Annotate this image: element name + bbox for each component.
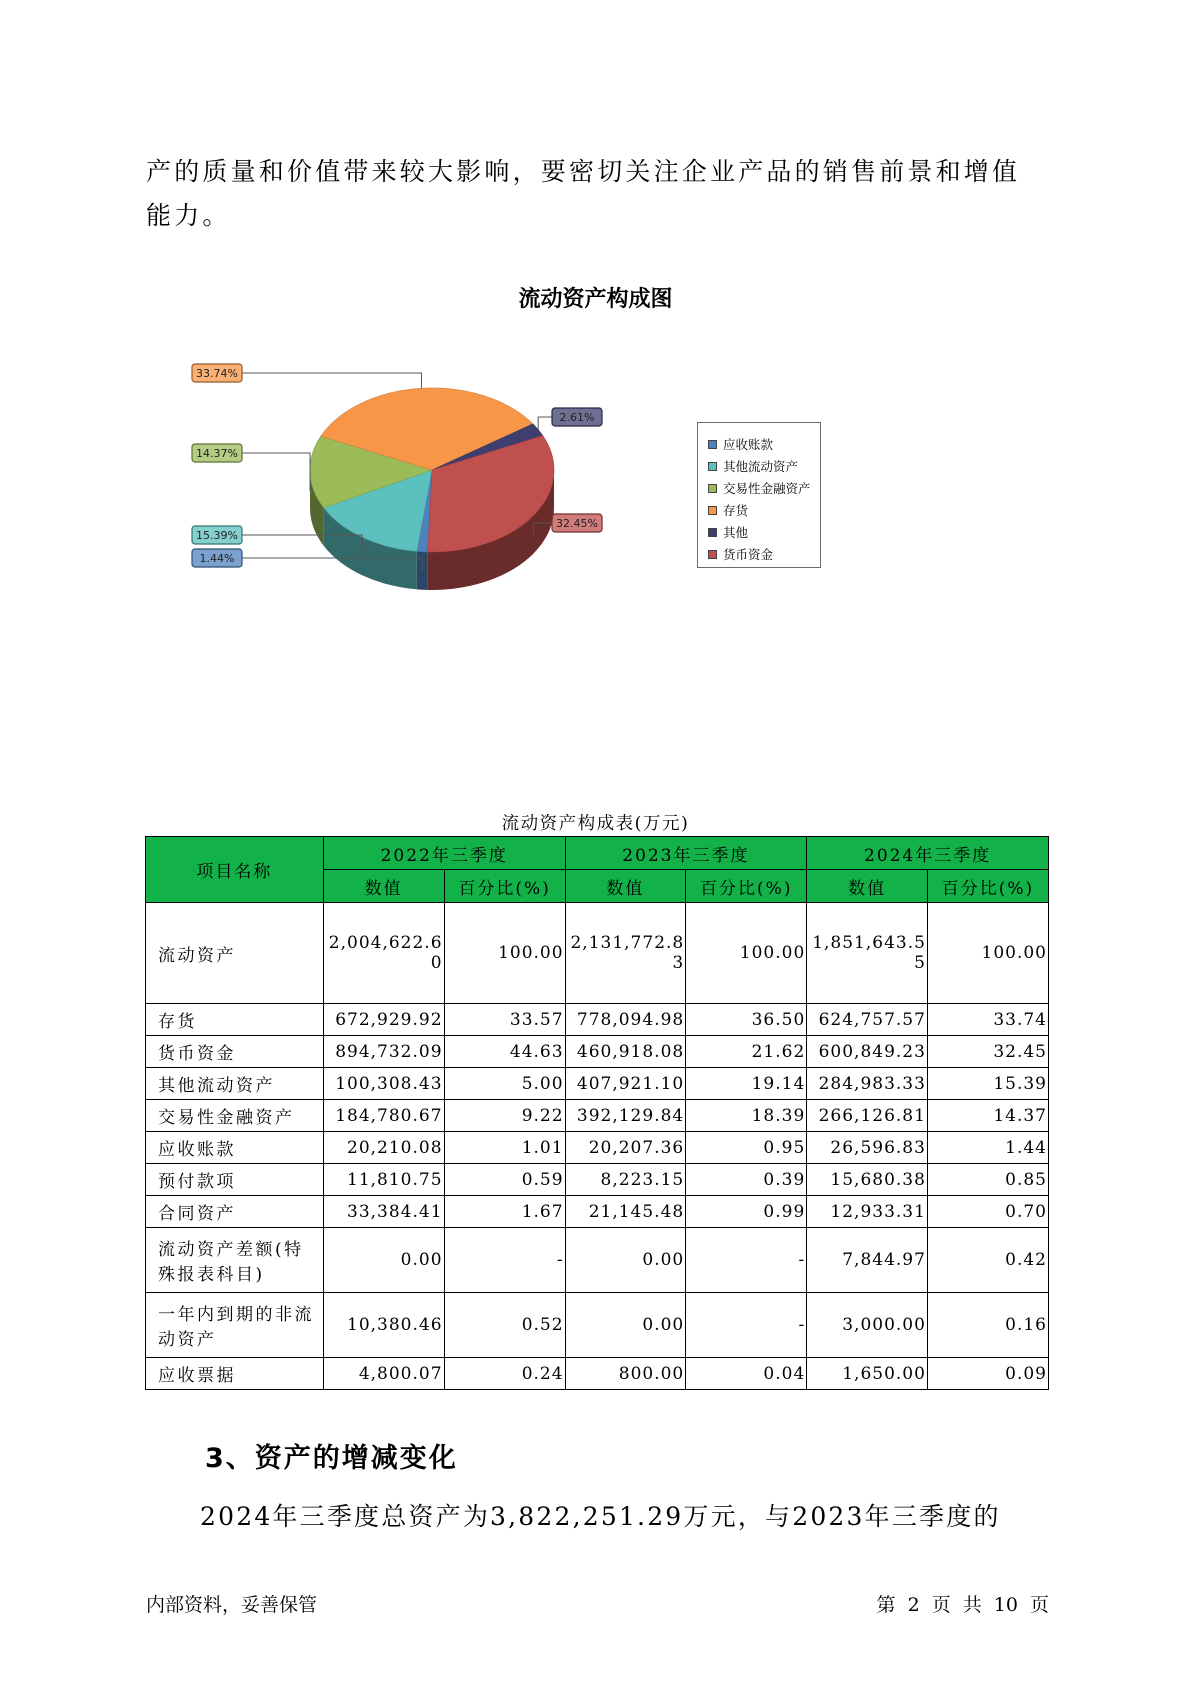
header-period-2023: 2023年三季度 (565, 837, 807, 870)
row-label: 应收票据 (146, 1358, 324, 1390)
percent-text: 36.50 (751, 1009, 806, 1030)
cell-percent (927, 1164, 1048, 1196)
row-label: 货币资金 (146, 1036, 324, 1068)
header-percent: 百分比(%) (927, 870, 1048, 903)
row-label: 一年内到期的非流动资产 (146, 1293, 324, 1358)
cell-percent (686, 1228, 807, 1293)
percent-text: 0.99 (763, 1201, 806, 1222)
value-text: 33,384.41 (347, 1201, 443, 1222)
cell-percent (444, 1228, 565, 1293)
cell-percent (444, 1358, 565, 1390)
chart-legend (697, 422, 821, 568)
table-row (146, 1036, 1049, 1068)
cell-value (807, 1036, 928, 1068)
cell-percent (927, 1196, 1048, 1228)
legend-item (708, 521, 820, 543)
row-label: 预付款项 (146, 1164, 324, 1196)
legend-swatch (708, 484, 717, 493)
cell-percent (444, 1036, 565, 1068)
cell-percent (686, 1068, 807, 1100)
value-text: 11,810.75 (347, 1169, 443, 1190)
percent-text: 0.42 (1005, 1250, 1047, 1270)
cell-value (323, 1293, 444, 1358)
pie-leader-line (538, 417, 552, 430)
intro-paragraph: 产的质量和价值带来较大影响，要密切关注企业产品的销售前景和增值能力。 (146, 157, 1021, 230)
value-text: 800.00 (618, 1363, 685, 1384)
cell-percent (444, 1100, 565, 1132)
legend-label: 存货 (723, 503, 749, 518)
percent-text: 1.01 (521, 1137, 564, 1158)
header-value: 数值 (807, 870, 928, 903)
legend-swatch (708, 440, 717, 449)
legend-item (708, 499, 820, 521)
chart-title: 流动资产构成图 (518, 287, 673, 312)
percent-text: 100.00 (498, 943, 564, 963)
value-text: 1,851,643.55 (812, 933, 926, 973)
cell-value (565, 1196, 686, 1228)
cell-value (565, 1132, 686, 1164)
percent-text: 21.62 (751, 1041, 806, 1062)
percent-text: 0.09 (1005, 1363, 1047, 1384)
legend-swatch (708, 528, 717, 537)
row-label: 其他流动资产 (146, 1068, 324, 1100)
value-text: 266,126.81 (818, 1105, 926, 1126)
cell-value (807, 1164, 928, 1196)
value-text: 284,983.33 (818, 1073, 926, 1094)
cell-value (565, 1228, 686, 1293)
value-text: 2,004,622.60 (328, 933, 443, 973)
value-text: 460,918.08 (576, 1041, 685, 1062)
cell-percent (444, 1132, 565, 1164)
cell-value (565, 1293, 686, 1358)
row-label: 应收账款 (146, 1132, 324, 1164)
cell-value (565, 903, 686, 1004)
legend-label: 其他流动资产 (723, 459, 799, 474)
percent-text: 0.95 (763, 1137, 806, 1158)
value-text: 624,757.57 (818, 1009, 926, 1030)
cell-value (565, 1100, 686, 1132)
cell-percent (927, 1228, 1048, 1293)
cell-value (807, 1293, 928, 1358)
cell-value (807, 1358, 928, 1390)
value-text: 20,210.08 (347, 1137, 443, 1158)
percent-text: 100.00 (739, 943, 806, 963)
legend-label: 应收账款 (723, 437, 774, 452)
percent-text: 0.85 (1005, 1169, 1047, 1190)
cell-percent (444, 1293, 565, 1358)
value-text: 2,131,772.83 (570, 933, 685, 973)
cell-value (565, 1164, 686, 1196)
header-percent: 百分比(%) (686, 870, 807, 903)
table-row (146, 1228, 1049, 1293)
cell-value (323, 1132, 444, 1164)
value-text: 8,223.15 (600, 1169, 685, 1190)
pie-data-label: 14.37% (196, 447, 238, 460)
cell-percent (927, 1036, 1048, 1068)
cell-value (807, 1068, 928, 1100)
legend-item (708, 455, 820, 477)
table-row (146, 1164, 1049, 1196)
value-text: 0.00 (400, 1250, 443, 1270)
cell-value (565, 1004, 686, 1036)
cell-percent (927, 1132, 1048, 1164)
percent-text: 5.00 (521, 1073, 564, 1094)
percent-text: 0.52 (521, 1315, 564, 1335)
cell-percent (686, 903, 807, 1004)
legend-swatch (708, 506, 717, 515)
value-text: 20,207.36 (588, 1137, 685, 1158)
cell-percent (927, 1293, 1048, 1358)
legend-item (708, 433, 820, 455)
value-text: 100,308.43 (335, 1073, 443, 1094)
percent-text: 0.70 (1005, 1201, 1047, 1222)
cell-value (323, 1004, 444, 1036)
header-period-2024: 2024年三季度 (807, 837, 1049, 870)
cell-percent (444, 903, 565, 1004)
value-text: 392,129.84 (576, 1105, 685, 1126)
row-label: 交易性金融资产 (146, 1100, 324, 1132)
cell-percent (686, 1100, 807, 1132)
cell-value (807, 1004, 928, 1036)
cell-percent (927, 1004, 1048, 1036)
table-row (146, 903, 1049, 1004)
percent-text: 100.00 (981, 943, 1047, 963)
percent-text: 33.57 (509, 1009, 564, 1030)
footer-page-number: 第 2 页 共 10 页 (876, 1594, 1049, 1616)
value-text: 600,849.23 (818, 1041, 926, 1062)
cell-value (323, 1164, 444, 1196)
cell-value (807, 1228, 928, 1293)
cell-percent (927, 1100, 1048, 1132)
cell-percent (444, 1196, 565, 1228)
footer-confidential: 内部资料，妥善保管 (146, 1594, 318, 1616)
cell-percent (686, 1293, 807, 1358)
legend-label: 货币资金 (723, 547, 774, 562)
cell-value (323, 1196, 444, 1228)
cell-value (807, 1100, 928, 1132)
pie-data-label: 2.61% (559, 411, 595, 424)
cell-percent (686, 1196, 807, 1228)
legend-item (708, 477, 820, 499)
row-label: 存货 (146, 1004, 324, 1036)
percent-text: 0.39 (763, 1169, 806, 1190)
table-row (146, 1196, 1049, 1228)
percent-text: 33.74 (993, 1009, 1047, 1030)
cell-value (807, 1196, 928, 1228)
cell-value (323, 1228, 444, 1293)
legend-swatch (708, 462, 717, 471)
percent-text: - (798, 1315, 806, 1335)
percent-text: 1.44 (1005, 1137, 1047, 1158)
pie-leader-line (242, 373, 421, 388)
percent-text: 19.14 (751, 1073, 806, 1094)
legend-item (708, 543, 820, 565)
value-text: 3,000.00 (842, 1315, 926, 1335)
value-text: 15,680.38 (830, 1169, 926, 1190)
row-label: 流动资产差额(特殊报表科目) (146, 1228, 324, 1293)
legend-swatch (708, 550, 717, 559)
value-text: 26,596.83 (830, 1137, 926, 1158)
pie-data-label: 32.45% (556, 517, 598, 530)
value-text: 0.00 (642, 1315, 685, 1335)
cell-value (323, 1068, 444, 1100)
value-text: 894,732.09 (335, 1041, 443, 1062)
header-percent: 百分比(%) (444, 870, 565, 903)
cell-percent (927, 1358, 1048, 1390)
cell-percent (444, 1068, 565, 1100)
value-text: 407,921.10 (576, 1073, 685, 1094)
table-row (146, 1100, 1049, 1132)
value-text: 10,380.46 (347, 1315, 443, 1335)
percent-text: - (798, 1250, 806, 1270)
table-row (146, 1132, 1049, 1164)
cell-percent (927, 903, 1048, 1004)
value-text: 672,929.92 (335, 1009, 443, 1030)
table-row (146, 1004, 1049, 1036)
value-text: 1,650.00 (842, 1363, 926, 1384)
row-label: 流动资产 (146, 903, 324, 1004)
cell-value (323, 1036, 444, 1068)
cell-percent (927, 1068, 1048, 1100)
cell-value (807, 1132, 928, 1164)
cell-percent (686, 1358, 807, 1390)
cell-percent (686, 1132, 807, 1164)
table-row (146, 1293, 1049, 1358)
percent-text: 0.04 (763, 1363, 806, 1384)
cell-percent (686, 1164, 807, 1196)
cell-value (565, 1036, 686, 1068)
cell-value (565, 1068, 686, 1100)
header-value: 数值 (565, 870, 686, 903)
percent-text: 0.16 (1005, 1315, 1047, 1335)
value-text: 0.00 (642, 1250, 685, 1270)
percent-text: 15.39 (993, 1073, 1047, 1094)
header-period-2022: 2022年三季度 (323, 837, 565, 870)
pie-chart (190, 350, 650, 600)
value-text: 21,145.48 (588, 1201, 685, 1222)
value-text: 778,094.98 (576, 1009, 685, 1030)
cell-percent (686, 1004, 807, 1036)
current-assets-table (145, 836, 1049, 1390)
value-text: 4,800.07 (358, 1363, 443, 1384)
cell-value (323, 1100, 444, 1132)
percent-text: 9.22 (521, 1105, 564, 1126)
percent-text: 14.37 (993, 1105, 1047, 1126)
cell-value (323, 903, 444, 1004)
cell-percent (444, 1004, 565, 1036)
percent-text: 0.59 (521, 1169, 564, 1190)
body-paragraph: 2024年三季度总资产为3,822,251.29万元，与2023年三季度的 (200, 1502, 1001, 1531)
pie-data-label: 33.74% (196, 367, 238, 380)
value-text: 7,844.97 (842, 1250, 926, 1270)
percent-text: 44.63 (509, 1041, 564, 1062)
section-heading: 3、资产的增减变化 (205, 1443, 458, 1474)
cell-percent (686, 1036, 807, 1068)
cell-value (565, 1358, 686, 1390)
percent-text: 1.67 (521, 1201, 564, 1222)
value-text: 184,780.67 (335, 1105, 443, 1126)
percent-text: - (556, 1250, 564, 1270)
percent-text: 32.45 (993, 1041, 1047, 1062)
table-caption: 流动资产构成表(万元) (501, 814, 690, 834)
pie-data-label: 15.39% (196, 529, 238, 542)
value-text: 12,933.31 (830, 1201, 926, 1222)
header-item-name: 项目名称 (146, 837, 324, 903)
table-row (146, 1358, 1049, 1390)
header-value: 数值 (323, 870, 444, 903)
percent-text: 0.24 (521, 1363, 564, 1384)
legend-label: 其他 (723, 525, 749, 540)
pie-leader-line (242, 453, 310, 491)
cell-value (323, 1358, 444, 1390)
legend-label: 交易性金融资产 (723, 481, 811, 496)
cell-value (807, 903, 928, 1004)
cell-percent (444, 1164, 565, 1196)
percent-text: 18.39 (751, 1105, 806, 1126)
pie-data-label: 1.44% (199, 552, 235, 565)
table-row (146, 1068, 1049, 1100)
row-label: 合同资产 (146, 1196, 324, 1228)
